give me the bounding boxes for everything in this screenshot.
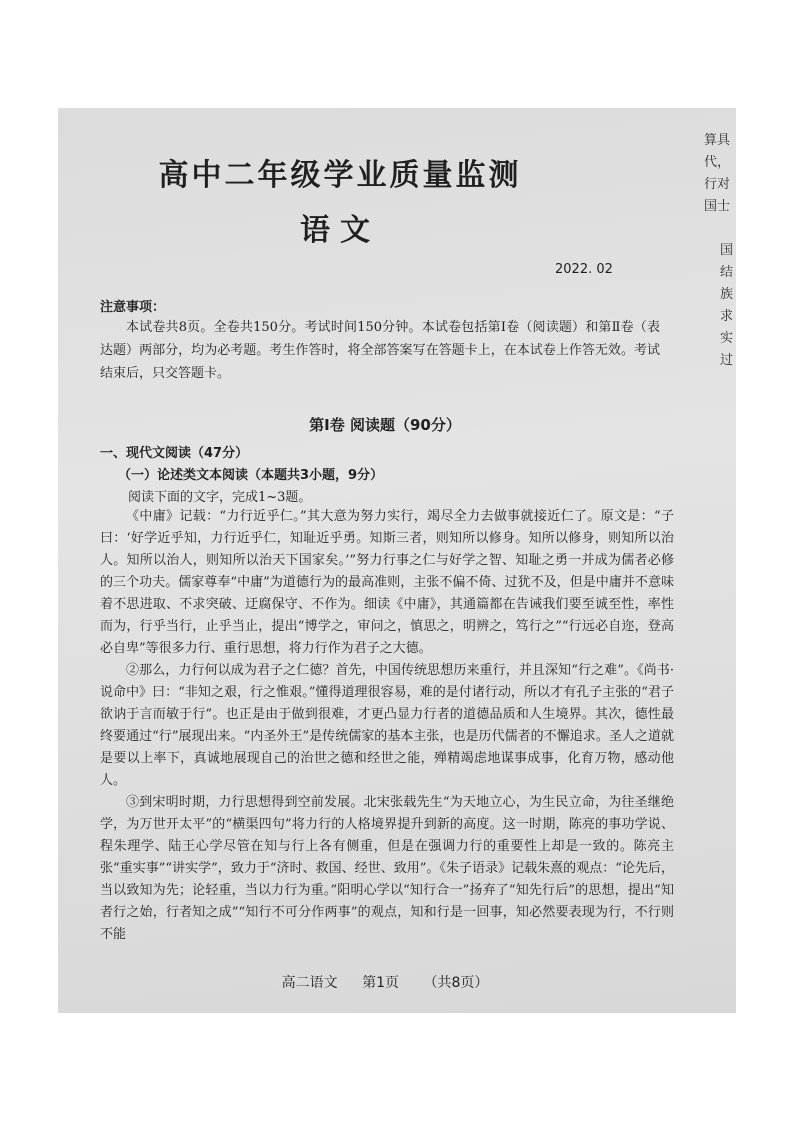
passage-paragraph: ②那么，力行何以成为君子之仁德？首先，中国传统思想历来重行，并且深知“行之难”。《尚书·说命中》曰：“非知之艰，行之惟艰。”懂得道理很容易，难的是付诸行动，所以才有孔子主张的“君子欲讷于言而敏于行”。也正是由于做到很难，才更凸显力行者的道德品质和人生境界。其次，德性最终要通过“行”展现出来。“内圣外王”是传统儒家的基本主张，也是历代儒者的不懈追求。圣人之道就是要以上率下，真诚地展现自己的治世之德和经世之能，殚精竭虑地谋事成事，化育万物，感动他人。 xyxy=(100,663,674,788)
notice-body: 本试卷共8页。全卷共150分。考试时间150分钟。本试卷包括第Ⅰ卷（阅读题）和第Ⅱ卷（表达题）两部分，均为必考题。考生作答时，将全部答案写在答题卡上，在本试卷上作答无效。考试结束后，只交答题卡。 xyxy=(100,320,660,381)
edge-line: 行对 xyxy=(704,177,731,192)
exam-title: 高中二年级学业质量监测 xyxy=(158,158,522,193)
passage-paragraph: ③到宋明时期，力行思想得到空前发展。北宋张载先生“为天地立心，为生民立命，为往圣继绝学，为万世开太平”的“横渠四句”将力行的人格境界提升到新的高度。这一时期，陈亮的事功学说、程朱理学、陆王心学尽管在知与行上各有侧重，但是在强调力行的重要性上却是一致的。陈亮主张“重实事”“讲实学”，致力于“济时、救国、经世、致用”。《朱子语录》记载朱熹的观点：“论先后，当以致知为先；论轻重，当以力行为重。”阳明心学以“知行合一”扬弃了“知先行后”的思想，提出“知者行之始，行者知之成”“知行不可分作两事”的观点，知和行是一回事，知必然要表现为行，不行则不能 xyxy=(100,795,674,942)
part-title: 第Ⅰ卷 阅读题（90分） xyxy=(309,416,461,434)
edge-line: 族 xyxy=(720,287,734,302)
edge-line: 结 xyxy=(720,265,734,280)
edge-line xyxy=(704,218,744,240)
footer-course: 高二语文 xyxy=(281,975,338,991)
subject-title: 语文 xyxy=(300,213,380,248)
notice-heading: 注意事项： xyxy=(100,300,166,315)
edge-line: 算具 xyxy=(704,133,731,148)
reading-instruction: 阅读下面的文字，完成1~3题。 xyxy=(128,490,312,505)
edge-line: 实 xyxy=(720,331,734,346)
footer-total: （共8页） xyxy=(423,975,489,991)
edge-line: 代， xyxy=(704,155,731,170)
page-footer xyxy=(100,972,670,992)
edge-line: 国士 xyxy=(704,199,731,214)
subsection-heading: （一）论述类文本阅读（本题共3小题，9分） xyxy=(118,468,384,483)
exam-date: 2022. 02 xyxy=(555,262,613,277)
reading-passage xyxy=(100,506,674,946)
edge-line: 国 xyxy=(720,243,734,258)
footer-page: 第1页 xyxy=(362,975,399,991)
section-heading: 一、现代文阅读（47分） xyxy=(100,446,249,461)
passage-paragraph: 《中庸》记载：“力行近乎仁。”其大意为努力实行，竭尽全力去做事就接近仁了。原文是：“子曰：‘好学近乎知，力行近乎仁，知耻近乎勇。知斯三者，则知所以修身。知所以修身，则知所以治人。知所以治人，则知所以治天下国家矣。’”努力行事之仁与好学之智、知耻之勇一并成为儒者必修的三个功夫。儒家尊奉“中庸”为道德行为的最高准则，主张不偏不倚、过犹不及，但是中庸并不意味着不思进取、不求突破、迂腐保守、不作为。细读《中庸》，其通篇都在告诫我们要至诚至性，率性而为，行乎当行，止乎当止，提出“博学之，审问之，慎思之，明辨之，笃行之”“行远必自迩，登高必自卑”等很多力行、重行思想，将力行作为君子之大德。 xyxy=(100,509,674,656)
edge-line: 过 xyxy=(720,353,734,368)
edge-line: 求 xyxy=(720,309,734,324)
adjacent-page-edge xyxy=(704,130,744,390)
